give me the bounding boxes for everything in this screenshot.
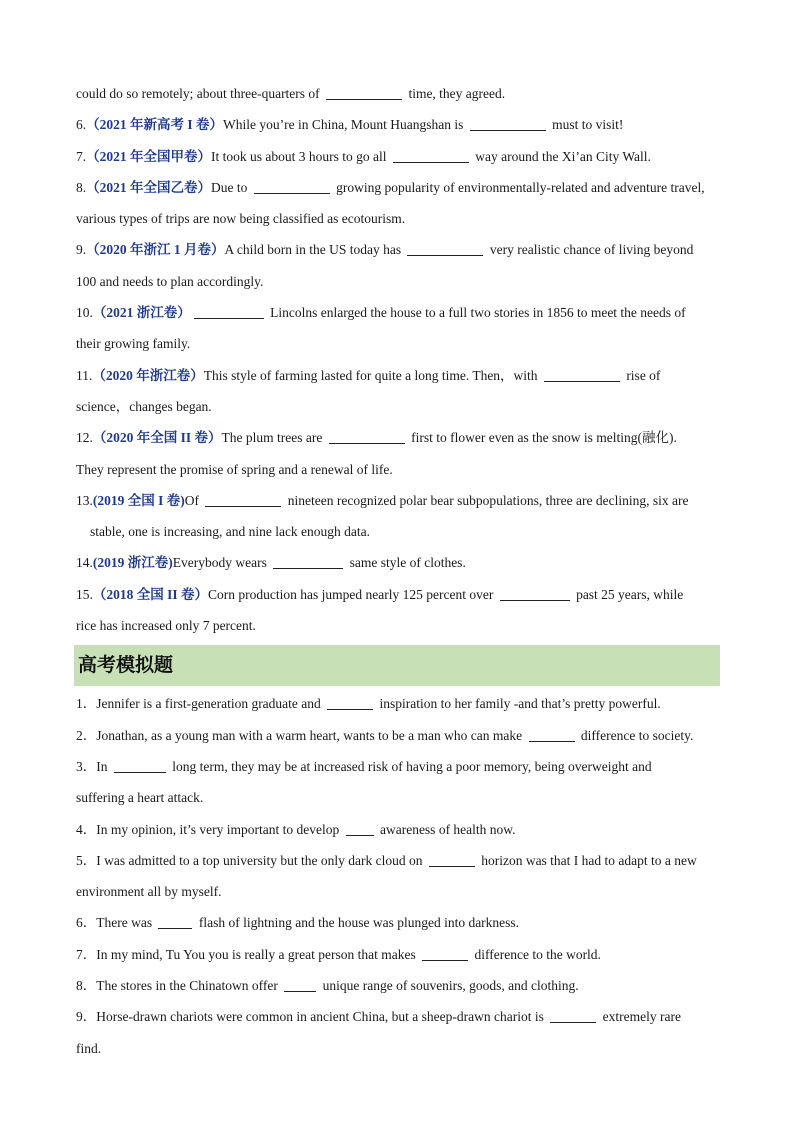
question-text-after: must to visit! <box>548 117 624 133</box>
question-text-after: flash of lightning and the house was plunged into darkness. <box>195 915 520 931</box>
question-text-after: difference to the world. <box>471 946 601 962</box>
sim-question-4 <box>76 814 719 845</box>
answer-blank[interactable] <box>194 304 264 319</box>
question-10 <box>76 297 719 328</box>
question-text-before: A child born in the US today has <box>224 242 405 258</box>
question-source: （2020 年浙江 1 月卷） <box>86 242 225 258</box>
question-number: 9. <box>76 242 87 258</box>
question-source: （2021 浙江卷） <box>92 305 191 321</box>
answer-blank[interactable] <box>393 148 469 163</box>
sim-question-6 <box>76 907 719 938</box>
question-text-after: extremely rare <box>599 1009 681 1025</box>
answer-blank[interactable] <box>550 1008 596 1023</box>
question-source: （2021 年全国乙卷） <box>86 179 211 195</box>
question-text-after: first to flower even as the snow is melting(融化). <box>407 430 677 446</box>
question-11-continued: science，changes began. <box>76 398 212 414</box>
question-10-continued: their growing family. <box>76 336 191 352</box>
question-text-before: It took us about 3 hours to go all <box>211 148 390 164</box>
question-text-before: In my mind, Tu You you is really a great person that makes <box>96 946 420 962</box>
answer-blank[interactable] <box>254 179 330 194</box>
question-number: 6． <box>76 915 97 931</box>
question-text-before: In my opinion, it’s very important to develop <box>96 821 343 837</box>
question-6 <box>76 109 719 140</box>
question-number: 14. <box>76 555 93 571</box>
question-text-before: Jennifer is a first-generation graduate and <box>96 696 325 712</box>
answer-blank[interactable] <box>422 946 468 961</box>
answer-blank[interactable] <box>429 852 475 867</box>
question-text-before: In <box>96 758 111 774</box>
sim-question-9-continued: find. <box>76 1040 102 1056</box>
answer-blank[interactable] <box>205 492 281 507</box>
question-text-after: way around the Xi’an City Wall. <box>471 148 651 164</box>
simulation-questions <box>76 688 719 1064</box>
question-text-before: Jonathan, as a young man with a warm heart, wants to be a man who can make <box>96 727 526 743</box>
sim-question-1 <box>76 688 719 719</box>
question-number: 7． <box>76 946 97 962</box>
question-text-after: inspiration to her family -and that’s pretty powerful. <box>376 696 661 712</box>
question-source: （2020 年全国 II 卷） <box>92 430 222 446</box>
question-12 <box>76 422 719 453</box>
answer-blank[interactable] <box>326 85 402 100</box>
question-text-before: This style of farming lasted for quite a long time. Then，with <box>203 367 541 383</box>
question-source: （2021 年全国甲卷） <box>86 148 211 164</box>
question-7 <box>76 141 719 172</box>
question-number: 1． <box>76 696 97 712</box>
question-8 <box>76 172 719 203</box>
question-text-before: The stores in the Chinatown offer <box>96 978 282 994</box>
question-13-continued: stable, one is increasing, and nine lack enough data. <box>90 524 371 540</box>
question-text-before: could do so remotely; about three-quarters of <box>76 86 324 101</box>
section-title: 高考模拟题 <box>74 645 720 686</box>
answer-blank[interactable] <box>284 977 316 992</box>
question-text-after: nineteen recognized polar bear subpopulations, three are declining, six are <box>284 492 689 508</box>
question-source: （2018 全国 II 卷） <box>92 586 209 602</box>
sim-question-9 <box>76 1001 719 1032</box>
question-15 <box>76 579 719 610</box>
question-8-continued: various types of trips are now being classified as ecotourism. <box>76 211 406 227</box>
question-text-after: unique range of souvenirs, goods, and clothing. <box>319 978 579 994</box>
question-text-before: Everybody wears <box>172 555 271 571</box>
answer-blank[interactable] <box>158 914 192 929</box>
intro-line <box>76 78 719 109</box>
answer-blank[interactable] <box>346 821 374 836</box>
question-number: 3． <box>76 758 97 774</box>
question-text-after: long term, they may be at increased risk of having a poor memory, being overweight and <box>168 758 652 774</box>
answer-blank[interactable] <box>407 241 483 256</box>
answer-blank[interactable] <box>529 727 575 742</box>
question-text-before: There was <box>96 915 156 931</box>
sim-question-5 <box>76 845 719 876</box>
question-9-continued: 100 and needs to plan accordingly. <box>76 273 264 289</box>
question-15-continued: rice has increased only 7 percent. <box>76 618 256 634</box>
question-text-after: rise of <box>622 367 661 383</box>
sim-question-2 <box>76 720 719 751</box>
question-text-before: While you’re in China, Mount Huangshan is <box>223 117 467 133</box>
question-text-before: Due to <box>211 179 251 195</box>
question-13 <box>76 485 719 516</box>
question-number: 7. <box>76 148 87 164</box>
question-text-after: awareness of health now. <box>376 821 516 837</box>
question-9 <box>76 234 719 265</box>
question-text-after: past 25 years, while <box>572 586 684 602</box>
question-text-before: The plum trees are <box>221 430 326 446</box>
question-source: （2021 年新高考 I 卷） <box>86 117 224 133</box>
question-number: 4． <box>76 821 97 837</box>
question-12-continued: They represent the promise of spring and a renewal of life. <box>76 461 393 477</box>
sim-question-8 <box>76 970 719 1001</box>
question-text-after: horizon was that I had to adapt to a new <box>477 852 697 868</box>
question-text-after: Lincolns enlarged the house to a full two stories in 1856 to meet the needs of <box>266 305 686 321</box>
question-14 <box>76 547 719 578</box>
question-text-after: same style of clothes. <box>346 555 466 571</box>
answer-blank[interactable] <box>329 429 405 444</box>
answer-blank[interactable] <box>500 586 570 601</box>
question-text-before: Corn production has jumped nearly 125 percent over <box>208 586 497 602</box>
sim-question-3 <box>76 751 719 782</box>
question-text-before: Horse-drawn chariots were common in ancient China, but a sheep-drawn chariot is <box>96 1009 548 1025</box>
question-source: (2019 浙江卷) <box>92 555 173 571</box>
question-number: 15. <box>76 586 93 602</box>
question-number: 13. <box>76 492 93 508</box>
question-number: 10. <box>76 305 93 321</box>
question-number: 2． <box>76 727 97 743</box>
question-text-after: growing popularity of environmentally-related and adventure travel, <box>332 179 705 195</box>
question-number: 8. <box>76 179 87 195</box>
question-number: 9． <box>76 1009 97 1025</box>
answer-blank[interactable] <box>470 116 546 131</box>
answer-blank[interactable] <box>327 695 373 710</box>
question-number: 12. <box>76 430 93 446</box>
question-text-after: very realistic chance of living beyond <box>486 242 694 258</box>
question-number: 5． <box>76 852 97 868</box>
answer-blank[interactable] <box>114 758 166 773</box>
question-source: （2020 年浙江卷） <box>92 367 204 383</box>
answer-blank[interactable] <box>273 554 343 569</box>
question-number: 11. <box>76 367 93 383</box>
question-text-before: I was admitted to a top university but the only dark cloud on <box>96 852 426 868</box>
question-text-after: difference to society. <box>577 727 694 743</box>
sim-question-3-continued: suffering a heart attack. <box>76 790 204 806</box>
question-11 <box>76 360 719 391</box>
question-number: 6. <box>76 117 87 133</box>
question-text-after: time, they agreed. <box>405 86 506 101</box>
document-page <box>76 78 719 1064</box>
question-text-before: Of <box>184 492 203 508</box>
sim-question-7 <box>76 939 719 970</box>
question-number: 8． <box>76 978 97 994</box>
sim-question-5-continued: environment all by myself. <box>76 884 222 900</box>
question-source: (2019 全国 I 卷) <box>92 492 185 508</box>
answer-blank[interactable] <box>544 367 620 382</box>
